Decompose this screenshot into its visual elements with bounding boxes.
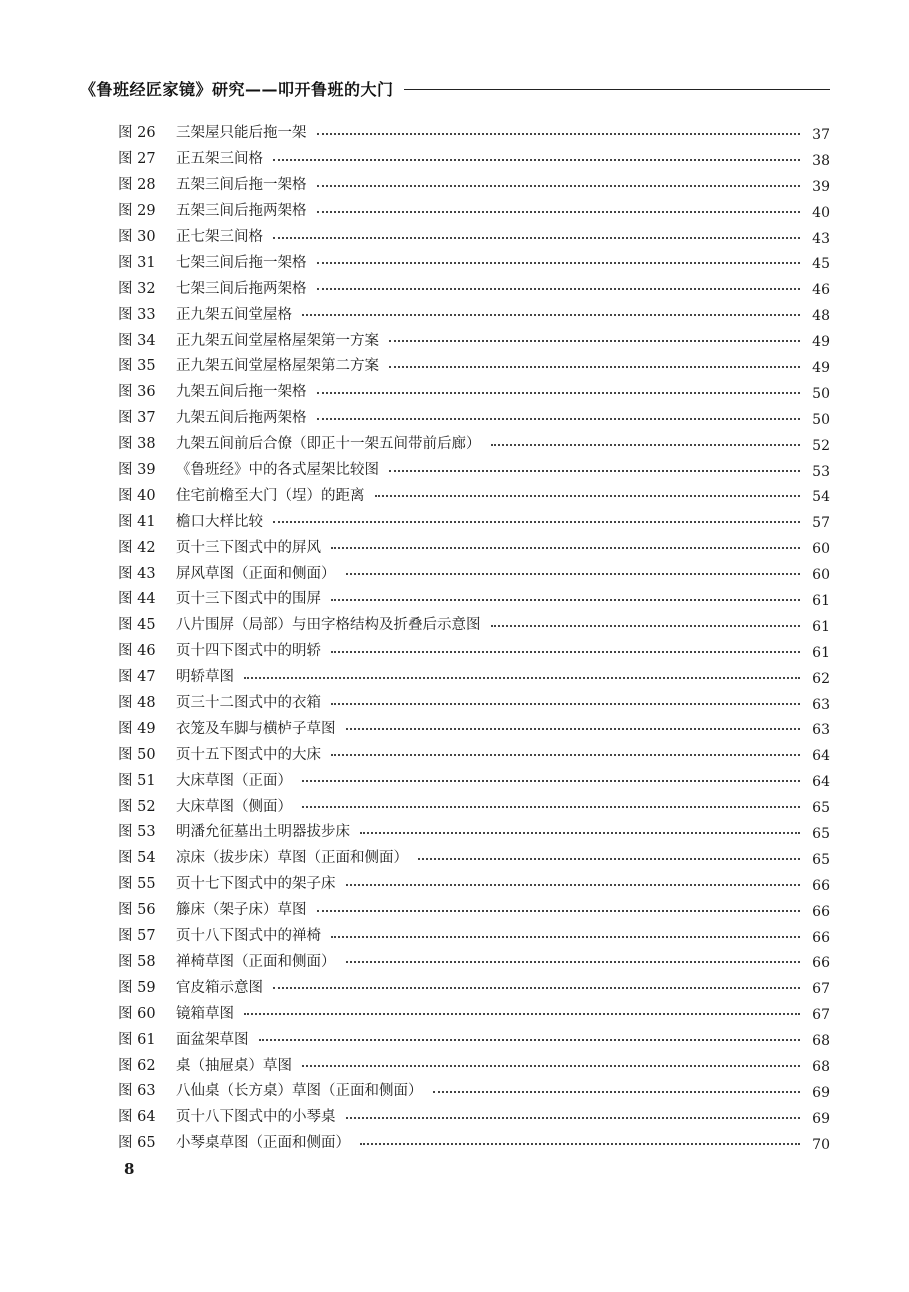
toc-entry	[118, 274, 830, 300]
figure-label: 图 56	[118, 902, 156, 919]
figure-title: 五架三间后拖一架格	[176, 177, 307, 194]
figure-page-number: 57	[812, 515, 830, 532]
figure-title: 大床草图（正面）	[176, 772, 292, 789]
figure-page-number: 62	[812, 670, 830, 687]
figure-page-number: 66	[812, 877, 830, 894]
figure-page-number: 37	[812, 126, 830, 143]
toc-entry	[118, 481, 830, 507]
dot-leader	[317, 288, 801, 290]
figure-label: 图 58	[118, 953, 156, 970]
toc-entry	[118, 637, 830, 663]
toc-entry	[118, 689, 830, 715]
dot-leader	[331, 936, 800, 938]
dot-leader	[259, 1039, 801, 1041]
dot-leader	[375, 495, 801, 497]
figure-title: 檐口大样比较	[176, 513, 263, 530]
dot-leader	[317, 211, 801, 213]
figure-title: 页十八下图式中的小琴桌	[176, 1109, 336, 1126]
toc-entry	[118, 844, 830, 870]
figure-label: 图 49	[118, 720, 156, 737]
toc-entry	[118, 1129, 830, 1155]
figure-title: 明轿草图	[176, 669, 234, 686]
figure-label: 图 35	[118, 358, 156, 375]
figure-label: 图 29	[118, 203, 156, 220]
figure-title: 禅椅草图（正面和侧面）	[176, 953, 336, 970]
toc-entry	[118, 1103, 830, 1129]
figure-label: 图 45	[118, 617, 156, 634]
figure-page-number: 50	[812, 385, 830, 402]
toc-entry	[118, 585, 830, 611]
figure-title: 正九架五间堂屋格屋架第二方案	[176, 358, 379, 375]
figure-page-number: 66	[812, 929, 830, 946]
toc-entry	[118, 922, 830, 948]
toc-entry	[118, 404, 830, 430]
figure-title: 八仙桌（长方桌）草图（正面和侧面）	[176, 1083, 423, 1100]
figure-title: 住宅前檐至大门（埕）的距离	[176, 487, 365, 504]
toc-entry	[118, 973, 830, 999]
figure-title: 正七架三间格	[176, 229, 263, 245]
figure-label: 图 48	[118, 695, 156, 712]
figure-page-number: 63	[812, 696, 830, 713]
figure-label: 图 42	[118, 539, 156, 556]
figure-title: 页十四下图式中的明轿	[176, 643, 321, 660]
figure-page-number: 43	[812, 230, 830, 247]
toc-entry	[118, 223, 830, 249]
figure-title: 正五架三间格	[176, 151, 263, 168]
figure-title: 页十七下图式中的架子床	[176, 876, 336, 893]
figure-page-number: 63	[812, 722, 830, 739]
figure-label: 图 64	[118, 1109, 156, 1126]
dot-leader	[389, 366, 800, 368]
figure-page-number: 61	[812, 592, 830, 609]
figure-page-number: 61	[812, 618, 830, 635]
figure-title: 面盆架草图	[176, 1031, 249, 1048]
dot-leader	[389, 470, 800, 472]
figure-page-number: 69	[812, 1084, 830, 1101]
figure-label: 图 26	[118, 125, 156, 142]
figure-title: 大床草图（侧面）	[176, 798, 292, 815]
toc-entry	[118, 663, 830, 689]
figure-title: 九架五间后拖一架格	[176, 384, 307, 401]
toc-entry	[118, 326, 830, 352]
figure-label: 图 50	[118, 746, 156, 763]
figure-title: 七架三间后拖两架格	[176, 280, 307, 297]
figure-page-number: 39	[812, 178, 830, 195]
figure-title: 小琴桌草图（正面和侧面）	[176, 1135, 350, 1152]
dot-leader	[346, 1117, 801, 1119]
figure-page-number: 38	[812, 152, 830, 169]
toc-entry	[118, 999, 830, 1025]
toc-entry	[118, 507, 830, 533]
figure-page-number: 68	[812, 1059, 830, 1075]
toc-entry	[118, 1025, 830, 1051]
figure-list	[118, 119, 830, 1155]
figure-label: 图 34	[118, 332, 156, 349]
figure-title: 屏风草图（正面和侧面）	[176, 565, 336, 582]
figure-title: 三架屋只能后拖一架	[176, 125, 307, 142]
dot-leader	[302, 1065, 800, 1067]
dot-leader	[317, 133, 801, 135]
figure-title: 页十三下图式中的围屏	[176, 591, 321, 608]
figure-label: 图 63	[118, 1083, 156, 1100]
figure-title: 九架五间后拖两架格	[176, 410, 307, 427]
figure-label: 图 40	[118, 487, 156, 504]
dot-leader	[317, 392, 801, 394]
figure-page-number: 50	[812, 411, 830, 428]
figure-label: 图 47	[118, 669, 156, 686]
figure-page-number: 64	[812, 748, 830, 765]
figure-page-number: 61	[812, 644, 830, 661]
figure-title: 页十三下图式中的屏风	[176, 539, 321, 556]
figure-label: 图 39	[118, 462, 156, 479]
figure-page-number: 53	[812, 463, 830, 480]
dot-leader	[273, 521, 800, 523]
figure-label: 图 27	[118, 151, 156, 168]
figure-label: 图 65	[118, 1135, 156, 1152]
figure-label: 图 46	[118, 643, 156, 660]
figure-title: 七架三间后拖一架格	[176, 254, 307, 271]
toc-entry	[118, 896, 830, 922]
dot-leader	[317, 262, 801, 264]
toc-entry	[118, 352, 830, 378]
dot-leader	[331, 599, 800, 601]
book-title: 《鲁班经匠家镜》研究——叩开鲁班的大门	[80, 79, 394, 99]
toc-entry	[118, 430, 830, 456]
toc-entry	[118, 300, 830, 326]
toc-entry	[118, 197, 830, 223]
dot-leader	[491, 625, 801, 627]
dot-leader	[244, 1013, 800, 1015]
figure-title: 桌（抽屉桌）草图	[176, 1057, 292, 1074]
figure-label: 图 57	[118, 928, 156, 945]
figure-title: 页三十二图式中的衣箱	[176, 695, 321, 712]
figure-title: 五架三间后拖两架格	[176, 203, 307, 220]
dot-leader	[346, 961, 801, 963]
toc-entry	[118, 1051, 830, 1077]
figure-title: 镜箱草图	[176, 1005, 234, 1022]
figure-label: 图 55	[118, 876, 156, 893]
figure-title: 页十八下图式中的禅椅	[176, 928, 321, 945]
figure-title: 明潘允征墓出土明器拔步床	[176, 824, 350, 841]
dot-leader	[302, 806, 800, 808]
toc-entry	[118, 714, 830, 740]
dot-leader	[346, 728, 801, 730]
toc-entry	[118, 792, 830, 818]
figure-label: 图 43	[118, 565, 156, 582]
figure-label: 图 51	[118, 772, 156, 789]
dot-leader	[346, 573, 801, 575]
dot-leader	[244, 677, 800, 679]
figure-page-number: 68	[812, 1033, 830, 1050]
figure-label: 图 37	[118, 410, 156, 427]
figure-label: 图 41	[118, 513, 156, 530]
dot-leader	[273, 237, 800, 239]
figure-title: 九架五间前后合僚（即正十一架五间带前后廊）	[176, 436, 481, 453]
dot-leader	[331, 703, 800, 705]
toc-entry	[118, 533, 830, 559]
toc-entry	[118, 818, 830, 844]
figure-label: 图 53	[118, 824, 156, 841]
figure-label: 图 36	[118, 384, 156, 401]
header-rule	[404, 89, 830, 90]
toc-entry	[118, 1077, 830, 1103]
figure-label: 图 52	[118, 798, 156, 815]
figure-title: 页十五下图式中的大床	[176, 746, 321, 763]
figure-page-number: 65	[812, 825, 830, 842]
figure-label: 图 33	[118, 306, 156, 323]
dot-leader	[418, 858, 800, 860]
figure-title: 凉床（拔步床）草图（正面和侧面）	[176, 850, 408, 867]
figure-title: 籐床（架子床）草图	[176, 902, 307, 919]
figure-page-number: 64	[812, 774, 830, 791]
figure-page-number: 60	[812, 541, 830, 558]
dot-leader	[331, 547, 800, 549]
toc-entry	[118, 119, 830, 145]
toc-entry	[118, 171, 830, 197]
toc-entry	[118, 766, 830, 792]
figure-label: 图 60	[118, 1005, 156, 1022]
figure-page-number: 52	[812, 437, 830, 454]
dot-leader	[331, 651, 800, 653]
figure-page-number: 45	[812, 256, 830, 273]
figure-title: 《鲁班经》中的各式屋架比较图	[176, 462, 379, 479]
dot-leader	[302, 314, 800, 316]
running-header	[80, 74, 830, 102]
figure-title: 正九架五间堂屋格屋架第一方案	[176, 332, 379, 349]
figure-label: 图 59	[118, 979, 156, 996]
figure-page-number: 46	[812, 282, 830, 299]
dot-leader	[360, 1143, 800, 1145]
figure-page-number: 54	[812, 489, 830, 506]
figure-page-number: 48	[812, 308, 830, 325]
figure-page-number: 65	[812, 800, 830, 817]
dot-leader	[389, 340, 800, 342]
figure-page-number: 67	[812, 981, 830, 998]
figure-label: 图 30	[118, 229, 156, 245]
dot-leader	[346, 884, 801, 886]
figure-page-number: 66	[812, 955, 830, 972]
toc-entry	[118, 456, 830, 482]
toc-entry	[118, 870, 830, 896]
dot-leader	[302, 780, 800, 782]
toc-entry	[118, 948, 830, 974]
figure-page-number: 67	[812, 1007, 830, 1024]
figure-label: 图 44	[118, 591, 156, 608]
dot-leader	[433, 1091, 801, 1093]
figure-title: 官皮箱示意图	[176, 979, 263, 996]
figure-label: 图 31	[118, 254, 156, 271]
dot-leader	[491, 444, 801, 446]
dot-leader	[317, 185, 801, 187]
figure-label: 图 54	[118, 850, 156, 867]
figure-label: 图 28	[118, 177, 156, 194]
page-number: 8	[124, 1160, 135, 1178]
figure-page-number: 69	[812, 1110, 830, 1127]
figure-page-number: 65	[812, 851, 830, 868]
toc-entry	[118, 611, 830, 637]
figure-page-number: 66	[812, 903, 830, 920]
toc-entry	[118, 559, 830, 585]
dot-leader	[317, 910, 801, 912]
figure-page-number: 40	[812, 204, 830, 221]
figure-page-number: 60	[812, 567, 830, 584]
figure-page-number: 49	[812, 334, 830, 351]
dot-leader	[317, 418, 801, 420]
dot-leader	[360, 832, 800, 834]
toc-entry	[118, 740, 830, 766]
figure-title: 正九架五间堂屋格	[176, 306, 292, 323]
figure-label: 图 32	[118, 280, 156, 297]
dot-leader	[273, 987, 800, 989]
figure-label: 图 38	[118, 436, 156, 453]
toc-entry	[118, 248, 830, 274]
figure-label: 图 62	[118, 1057, 156, 1074]
figure-page-number: 70	[812, 1136, 830, 1153]
figure-page-number: 49	[812, 359, 830, 376]
figure-label: 图 61	[118, 1031, 156, 1048]
figure-title: 八片围屏（局部）与田字格结构及折叠后示意图	[176, 617, 481, 634]
toc-entry	[118, 145, 830, 171]
toc-entry	[118, 378, 830, 404]
figure-title: 衣笼及车脚与横栌子草图	[176, 720, 336, 737]
dot-leader	[273, 159, 800, 161]
dot-leader	[331, 754, 800, 756]
